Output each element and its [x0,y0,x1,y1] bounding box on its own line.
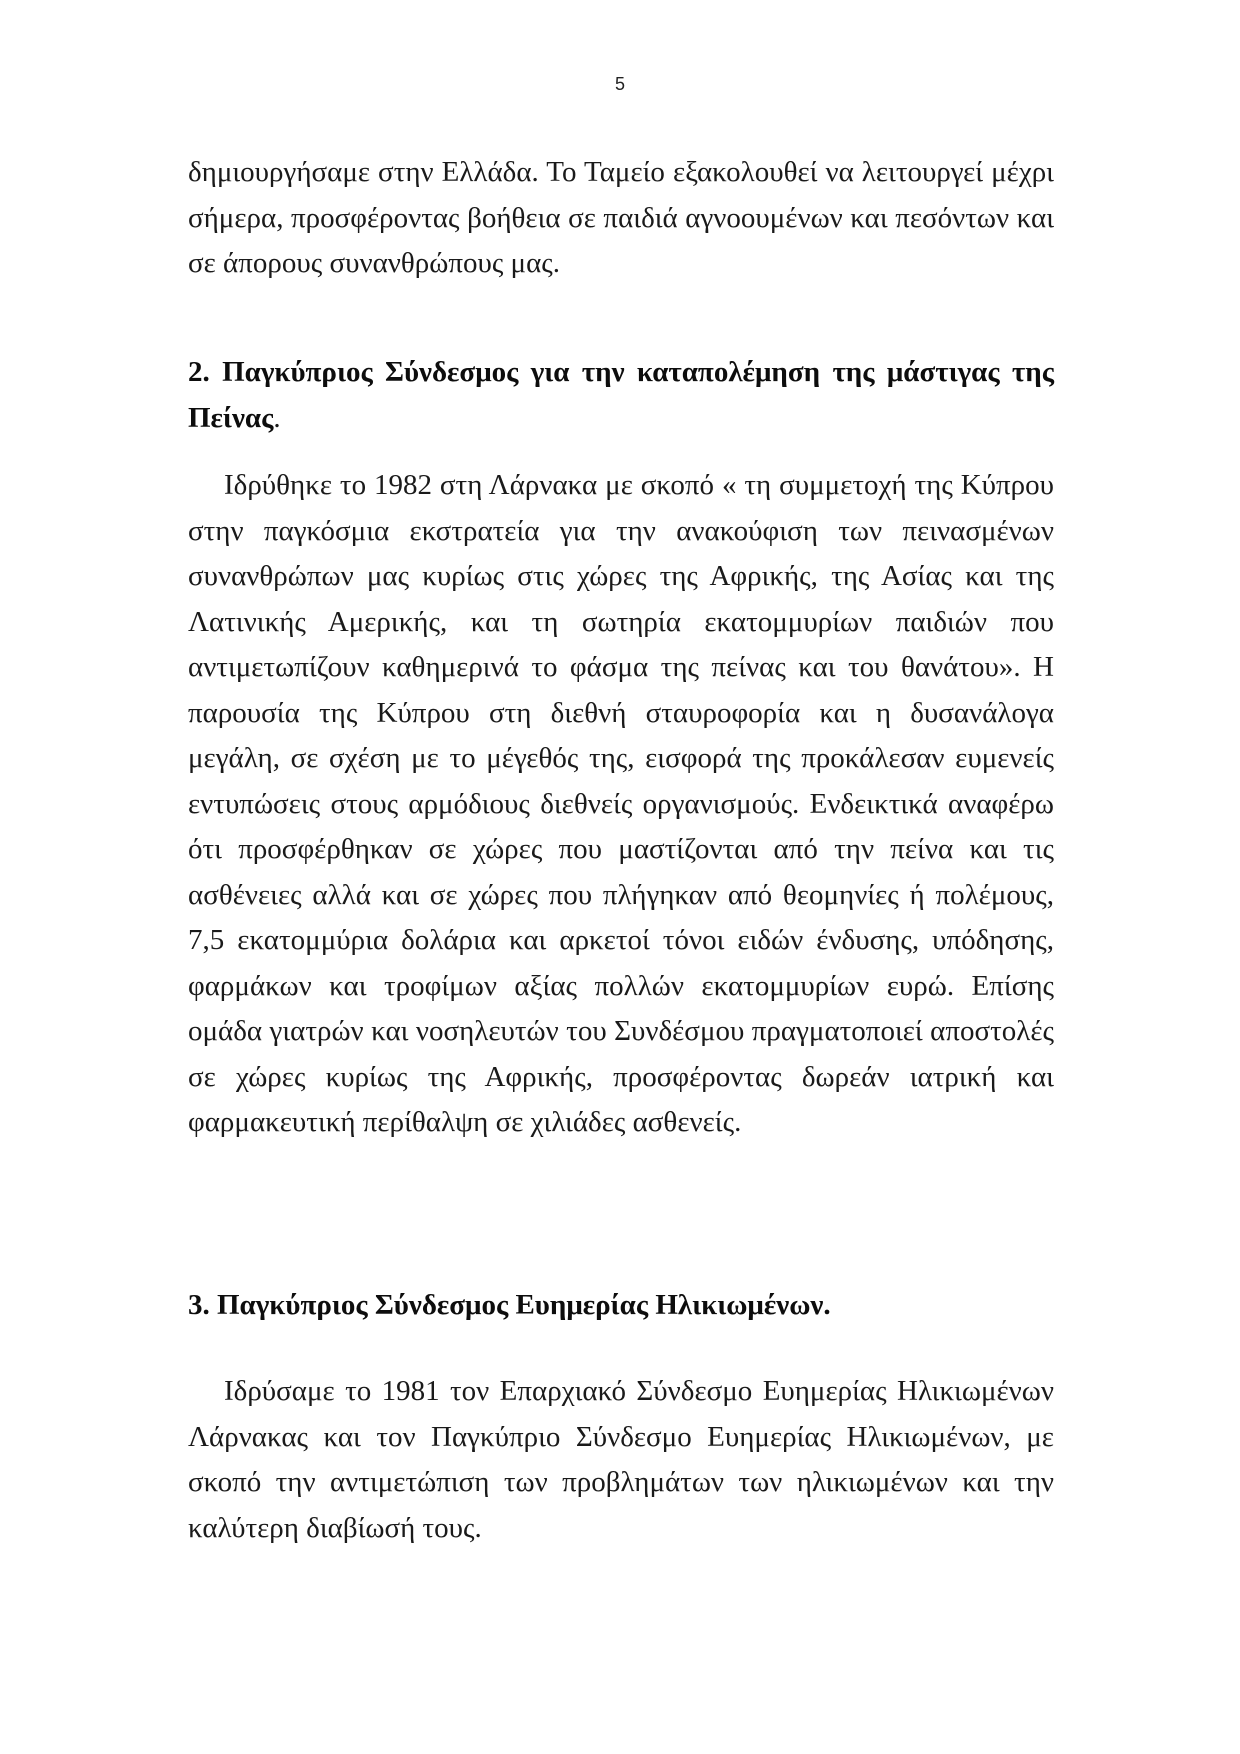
section-3-heading-text: 3. Παγκύπριος Σύνδεσμος Ευημερίας Ηλικιωμένων. [188,1289,831,1321]
section-2-body [188,463,1054,1146]
section-2-heading [188,350,1054,441]
continuation-paragraph [188,150,1054,287]
page-number: 5 [614,74,625,94]
paragraph-text: Ιδρύθηκε το 1982 στη Λάρνακα με σκοπό « τη συμμετοχή της Κύπρου στην παγκόσμια εκστρατεία για την ανακούφιση των πεινασμένων συνανθρώπων μας κυρίως στις χώρες της Αφρικής, της Ασίας και της Λατινικής Αμερικής, και τη σωτηρία εκατομμυρίων παιδιών που αντιμετωπίζουν καθημερινά το φάσμα της πείνας και του θανάτου». Η παρουσία της Κύπρου στη διεθνή σταυροφορία και η δυσανάλογα μεγάλη, σε σχέση με το μέγεθός της, εισφορά της προκάλεσαν ευμενείς εντυπώσεις στους αρμόδιους διεθνείς οργανισμούς. Ενδεικτικά αναφέρω ότι προσφέρθηκαν σε χώρες που μαστίζονται από την πείνα και τις ασθένειες αλλά και σε χώρες που πλήγηκαν από θεομηνίες ή πολέμους, 7,5 εκατομμύρια δολάρια και αρκετοί τόνοι ειδών ένδυσης, υπόδησης, φαρμάκων και τροφίμων αξίας πολλών εκατομμυρίων ευρώ. Επίσης ομάδα γιατρών και νοσηλευτών του Συνδέσμου πραγματοποιεί αποστολές σε χώρες κυρίως της Αφρικής, προσφέροντας δωρεάν ιατρική και φαρμακευτική περίθαλψη σε χιλιάδες ασθενείς. [188,469,1054,1138]
paragraph-text: Ιδρύσαμε το 1981 τον Επαρχιακό Σύνδεσμο Ευημερίας Ηλικιωμένων Λάρνακας και τον Παγκύπριο Σύνδεσμο Ευημερίας Ηλικιωμένων, με σκοπό την αντιμετώπιση των προβλημάτων των ηλικιωμένων και την καλύτερη διαβίωσή τους. [188,1375,1054,1544]
section-3-body [188,1369,1054,1551]
section-2-heading-text: 2. Παγκύπριος Σύνδεσμος για την καταπολέμηση της μάστιγας της Πείνας [188,356,1054,434]
section-2-heading-period: . [273,401,281,434]
section-3-heading [188,1283,1054,1329]
paragraph-text: δημιουργήσαμε στην Ελλάδα. Το Ταμείο εξακολουθεί να λειτουργεί μέχρι σήμερα, προσφέροντας βοήθεια σε παιδιά αγνοουμένων και πεσόντων και σε άπορους συνανθρώπους μας. [188,156,1054,279]
